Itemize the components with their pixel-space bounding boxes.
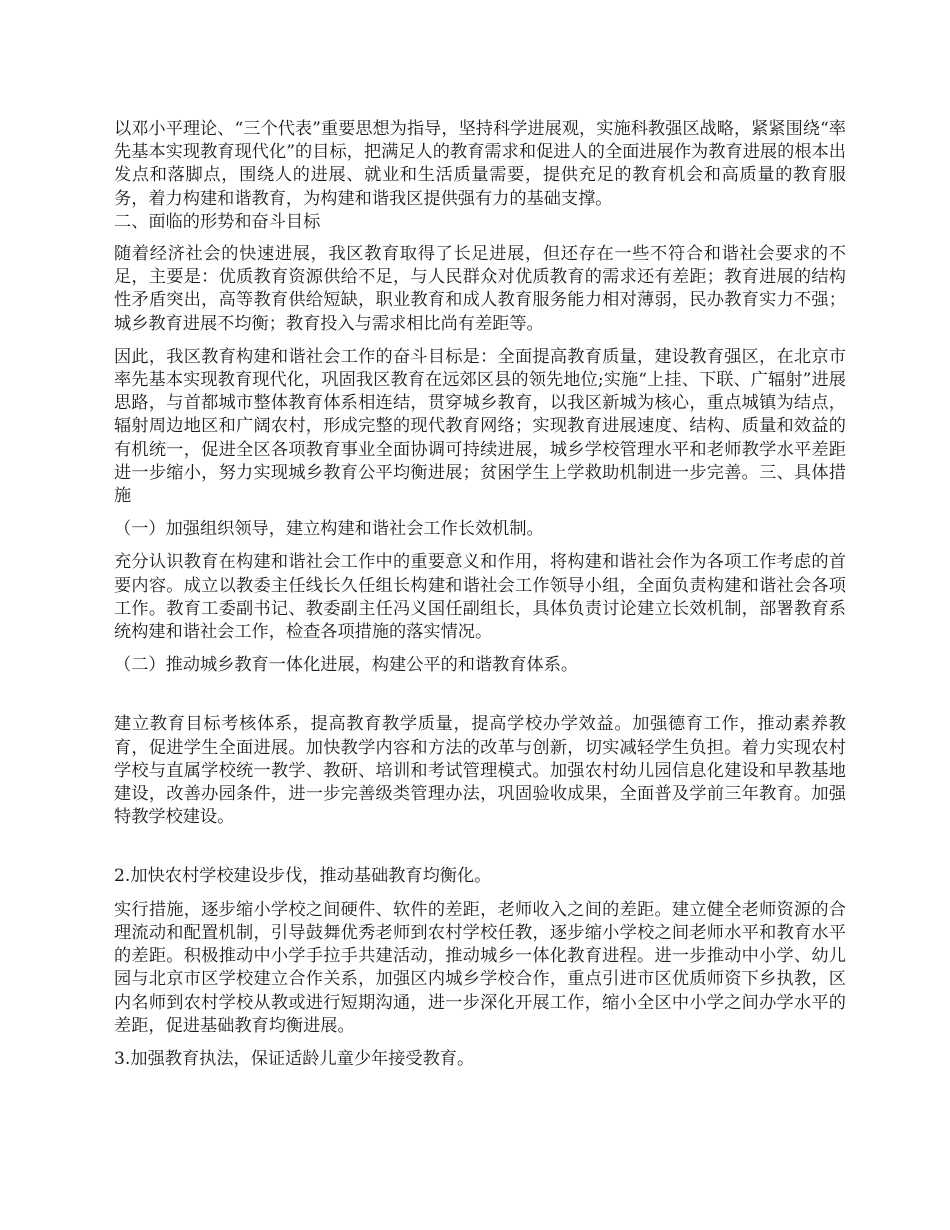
subheading-organization-leadership: （一）加强组织领导，建立构建和谐社会工作长效机制。	[114, 519, 544, 540]
paragraph-evaluation-system: 建立教育目标考核体系，提高教育教学质量，提高学校办学效益。加强德育工作，推动素养教育，促进学生全面进展。加快教学内容和方法的改革与创新，切实减轻学生负担。着力实现农村学校与直属学校统一教学、教研、培训和考试管理模式。加强农村幼儿园信息化建设和早教基地建设，改善办园条件，进一步完善级类管理办法，巩固验收成果，全面普及学前三年教育。加强特教学校建设。	[114, 714, 846, 828]
subheading-rural-school-construction: 2.加快农村学校建设步伐，推动基础教育均衡化。	[114, 866, 492, 887]
section-heading-situation-goals: 二、面临的形势和奋斗目标	[114, 211, 321, 232]
paragraph-current-situation: 随着经济社会的快速进展，我区教育取得了长足进展，但还存在一些不符合和谐社会要求的不足，主要是：优质教育资源供给不足，与人民群众对优质教育的需求还有差距；教育进展的结构性矛盾突出，高等教育供给短缺，职业教育和成人教育服务能力相对薄弱，民办教育实力不强；城乡教育进展不均衡；教育投入与需求相比尚有差距等。	[114, 244, 846, 334]
paragraph-narrowing-gaps: 实行措施，逐步缩小学校之间硬件、软件的差距，老师收入之间的差距。建立健全老师资源的合理流动和配置机制，引导鼓舞优秀老师到农村学校任教，逐步缩小学校之间老师水平和教育水平的差距。积极推动中小学手拉手共建活动，推动城乡一体化教育进程。进一步推动中小学、幼儿园与北京市区学校建立合作关系，加强区内城乡学校合作，重点引进市区优质师资下乡执教，区内名师到农村学校从教或进行短期沟通，进一步深化开展工作，缩小全区中小学之间办学水平的差距，促进基础教育均衡进展。	[114, 899, 846, 1036]
subheading-urban-rural-integration: （二）推动城乡教育一体化进展，构建公平的和谐教育体系。	[114, 655, 579, 676]
subheading-education-enforcement: 3.加强教育执法，保证适龄儿童少年接受教育。	[114, 1048, 475, 1069]
paragraph-guiding-ideology: 以邓小平理论、“三个代表”重要思想为指导，坚持科学进展观，实施科教强区战略，紧紧围绕“率先基本实现教育现代化”的目标，把满足人的教育需求和促进人的全面进展作为教育进展的根本出发点和落脚点，围绕人的进展、就业和生活质量需要，提供充足的教育机会和高质量的教育服务，着力构建和谐教育，为构建和谐我区提供强有力的基础支撑。	[114, 119, 846, 209]
paragraph-leadership-group: 充分认识教育在构建和谐社会工作中的重要意义和作用，将构建和谐社会作为各项工作考虑的首要内容。成立以教委主任线长久任组长构建和谐社会工作领导小组，全面负责构建和谐社会各项工作。教育工委副书记、教委副主任冯义国任副组长，具体负责讨论建立长效机制，部署教育系统构建和谐社会工作，检查各项措施的落实情况。	[114, 552, 846, 643]
document-page	[114, 118, 846, 1071]
paragraph-goals: 因此，我区教育构建和谐社会工作的奋斗目标是：全面提高教育质量，建设教育强区，在北京市率先基本实现教育现代化，巩固我区教育在远郊区县的领先地位;实施“上挂、下联、广辐射”进展思路，与首都城市整体教育体系相连结，贯穿城乡教育，以我区新城为核心，重点城镇为结点，辐射周边地区和广阔农村，形成完整的现代教育网络；实现教育进展速度、结构、质量和效益的有机统一，促进全区各项教育事业全面协调可持续进展，城乡学校管理水平和老师教学水平差距进一步缩小，努力实现城乡教育公平均衡进展；贫困学生上学救助机制进一步完善。三、具体措施	[114, 346, 846, 507]
